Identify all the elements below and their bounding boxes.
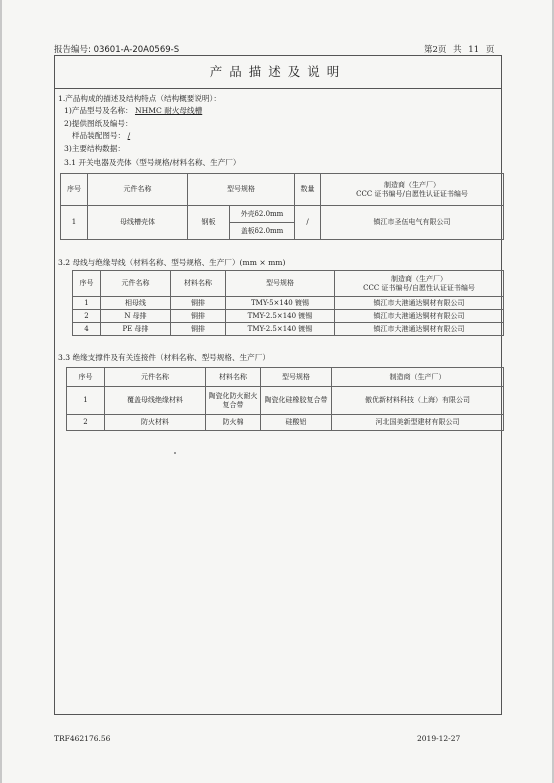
speck [174, 452, 176, 454]
table-row: 1 母线槽壳体 钢板 外壳δ2.0mm / 镇江市圣伍电气有限公司 [61, 206, 504, 223]
report-number: 报告编号: 03601-A-20A0569-S [54, 45, 180, 55]
page-title: 产品描述及说明 [54, 55, 502, 89]
table-row: 2 防火材料 防火棉 硅酸铝 河北国美新型建材有限公司 [67, 415, 504, 431]
assembly-value: / [127, 131, 131, 140]
section-3-2-heading: 3.2 母线与绝缘导线（材料名称、型号规格、生产厂）(mm × mm) [58, 258, 286, 267]
section-1-heading: 1.产品构成的描述及结构特点（结构概要说明）： [58, 94, 221, 103]
table1-header-row [61, 174, 504, 206]
table-row: 1 相母线 铜排 TMY-5×140 镀锡 镇江市大港通达铜材有限公司 [73, 297, 504, 310]
structure-data-line: 3)主要结构数据： [64, 144, 125, 153]
col-spec: 型号规格 [188, 174, 295, 206]
table3-header-row: 序号 元件名称 材料名称 型号规格 制造商（生产厂） [67, 368, 504, 387]
table-row-sub: 盖板δ2.0mm [61, 223, 504, 240]
table-row: 4 PE 母排 铜排 TMY-2.5×140 镀锡 镇江市大港通达铜材有限公司 [73, 323, 504, 336]
footer-date: 2019-12-27 [417, 734, 461, 743]
table2-header-row: 序号 元件名称 材料名称 型号规格 制造商（生产厂） CCC 证书编号/自愿性认证证书编号 [73, 271, 504, 297]
table-row: 2 N 母排 铜排 TMY-2.5×140 镀锡 镇江市大港通达铜材有限公司 [73, 310, 504, 323]
switchgear-table [60, 173, 504, 240]
product-value: NHMC 耐火母线槽 [134, 106, 203, 115]
assembly-label: 样品装配图号： [72, 131, 126, 140]
col-maker: 制造商（生产厂） CCC 证书编号/自愿性认证证书编号 [321, 174, 504, 206]
assembly-line [72, 130, 130, 141]
footer-template-no: TRF462176.56 [54, 734, 111, 743]
drawings-line: 2)提供图纸及编号： [64, 119, 133, 128]
product-label: 1)产品型号及名称： [64, 106, 133, 115]
insulation-table [66, 367, 504, 431]
col-name: 元件名称 [88, 174, 188, 206]
busbar-table [72, 270, 504, 336]
section-3-1-heading: 3.1 开关电器及壳体（型号规格/材料名称、生产厂） [64, 158, 241, 167]
section-3-3-heading: 3.3 绝缘支撑件及有关连接件（材料名称、型号规格、生产厂） [58, 353, 270, 362]
col-qty: 数量 [295, 174, 321, 206]
product-line [64, 105, 202, 116]
table-row: 1 覆盖母线绝缘材料 陶瓷化防火耐火复合带 陶瓷化硅橡胶复合带 傲优新材料科技（上海）有限公司 [67, 387, 504, 415]
page-info: 第2页 共 11 页 [424, 45, 495, 55]
col-no: 序号 [61, 174, 88, 206]
